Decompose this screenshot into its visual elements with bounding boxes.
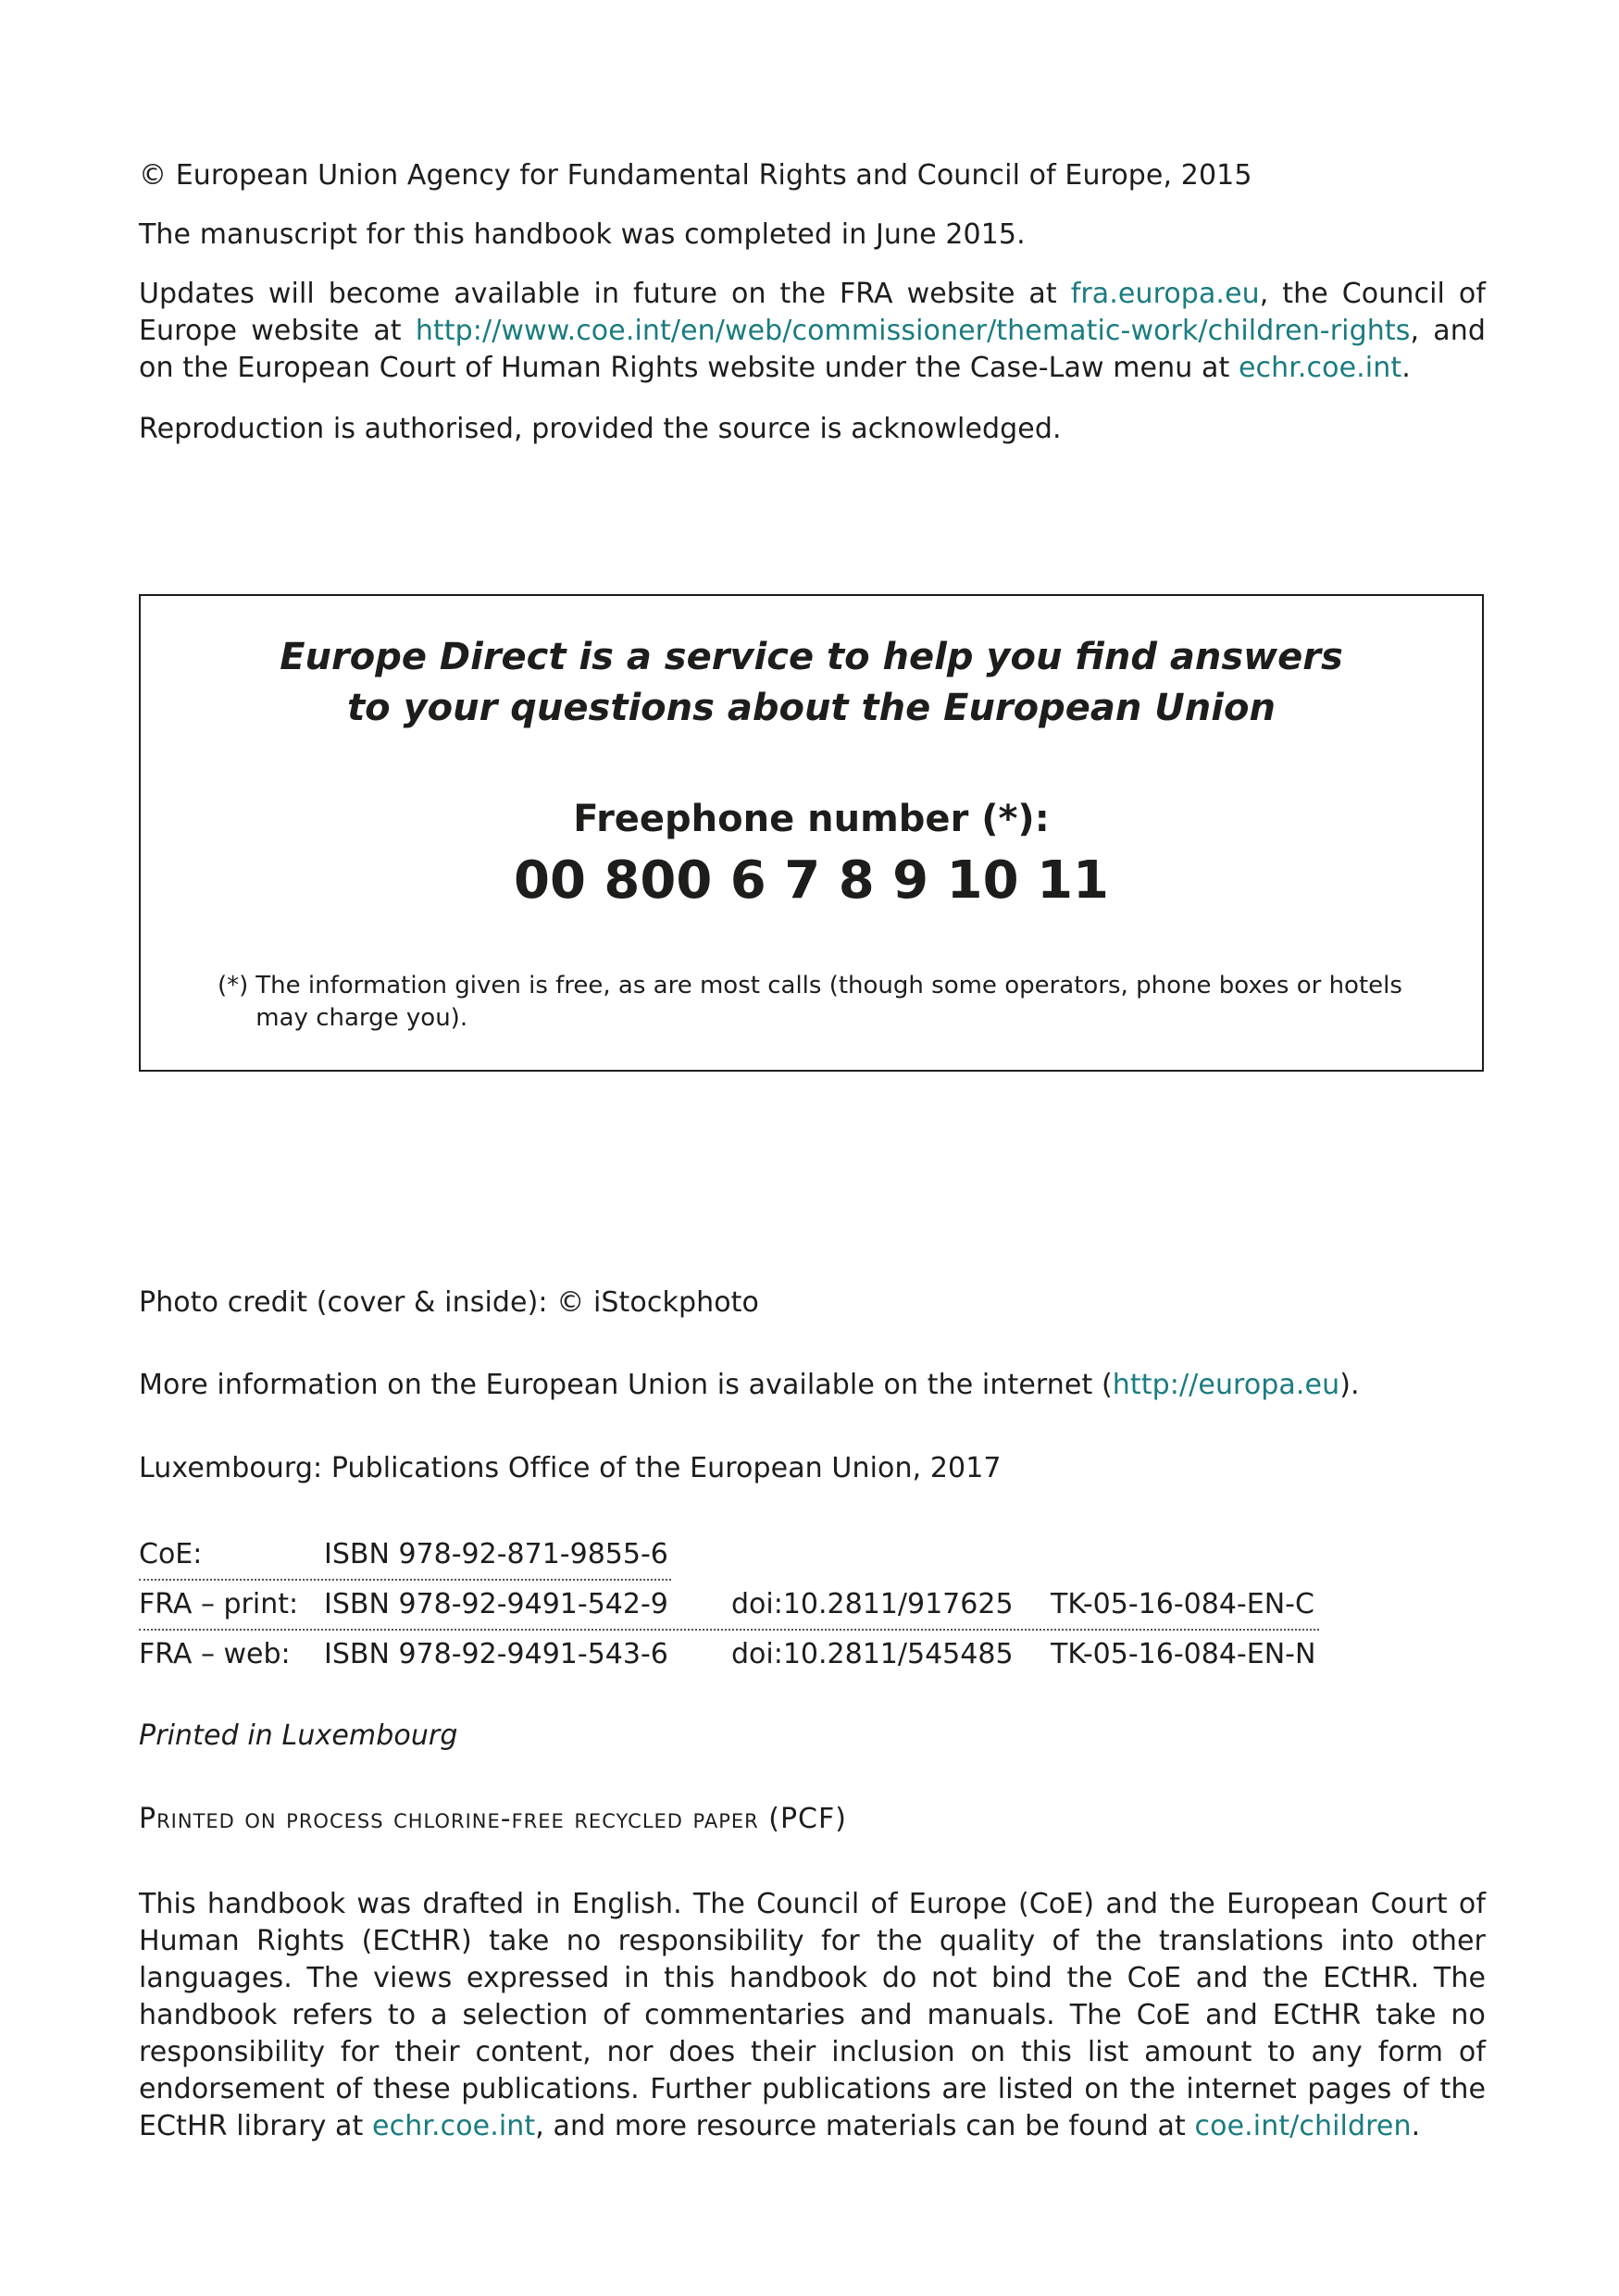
doi-number: doi:10.2811/545485 xyxy=(731,1638,1014,1670)
catalogue-number: TK-05-16-084-EN-C xyxy=(1051,1588,1314,1620)
europa-eu-link[interactable]: http://europa.eu xyxy=(1112,1369,1340,1401)
europe-direct-box xyxy=(139,594,1484,1072)
footnote-text: The information given is free, as are most calls (though some operators, phone boxes or hotels may charge you). xyxy=(255,972,1402,1032)
europe-direct-title-line2: to your questions about the European Union xyxy=(347,687,1276,729)
more-info-text-2: ). xyxy=(1339,1369,1360,1401)
isbn-row-label: FRA – web: xyxy=(139,1638,291,1670)
freephone-label: Freephone number (*): xyxy=(573,798,1050,840)
isbn-number: ISBN 978-92-9491-543-6 xyxy=(324,1638,668,1670)
disclaimer-text-3: . xyxy=(1411,2110,1421,2142)
coe-children-link[interactable]: coe.int/children xyxy=(1194,2110,1412,2142)
isbn-row-coe xyxy=(139,1531,1333,1579)
isbn-row-fra-web xyxy=(139,1631,1333,1679)
manuscript-line: The manuscript for this handbook was completed in June 2015. xyxy=(139,218,1026,251)
isbn-number: ISBN 978-92-9491-542-9 xyxy=(324,1588,668,1620)
more-info-text-1: More information on the European Union is available on the internet ( xyxy=(139,1369,1113,1401)
reproduction-line: Reproduction is authorised, provided the source is acknowledged. xyxy=(139,413,1062,445)
updates-text-2: , the Council of Europe website at xyxy=(139,278,1486,347)
copyright-line: © European Union Agency for Fundamental Rights and Council of Europe, 2015 xyxy=(139,159,1252,192)
freephone-footnote xyxy=(218,970,1421,1035)
updates-text-1: Updates will become available in future on the FRA website at xyxy=(139,278,1071,310)
catalogue-number: TK-05-16-084-EN-N xyxy=(1051,1638,1316,1670)
fra-website-link[interactable]: fra.europa.eu xyxy=(1070,278,1260,310)
footnote-marker: (*) xyxy=(218,972,249,999)
echr-website-link[interactable]: echr.coe.int xyxy=(1238,352,1402,384)
doi-number: doi:10.2811/917625 xyxy=(731,1588,1014,1620)
disclaimer-text-1: This handbook was drafted in English. The Council of Europe (CoE) and the European Court of Human Rights (ECtHR) take no responsibility for the quality of the translations into other languages. The views expressed in this handbook do not bind the CoE and the ECtHR. The handbook refers to a selection of commentaries and manuals. The CoE and ECtHR take no responsibility for their content, nor does their inclusion on this list amount to any form of endorsement of these publications. Further publications are listed on the internet pages of the ECtHR library at xyxy=(139,1888,1486,2142)
printed-in-line: Printed in Luxembourg xyxy=(139,1719,458,1752)
publisher-line: Luxembourg: Publications Office of the European Union, 2017 xyxy=(139,1452,1002,1484)
isbn-row-label: FRA – print: xyxy=(139,1588,299,1620)
page xyxy=(139,0,1486,2296)
echr-library-link[interactable]: echr.coe.int xyxy=(372,2110,536,2142)
updates-paragraph xyxy=(139,276,1486,387)
isbn-number: ISBN 978-92-871-9855-6 xyxy=(324,1538,668,1570)
coe-children-rights-link[interactable]: http://www.coe.int/en/web/commissioner/thematic-work/children-rights xyxy=(415,315,1411,347)
isbn-row-label: CoE: xyxy=(139,1538,203,1570)
disclaimer-paragraph xyxy=(139,1886,1486,2145)
updates-text-4: . xyxy=(1401,352,1411,384)
paper-line: Printed on process chlorine-free recycled paper (PCF) xyxy=(139,1803,847,1835)
photo-credit: Photo credit (cover & inside): © iStockphoto xyxy=(139,1286,759,1319)
europe-direct-title-line1: Europe Direct is a service to help you find answers xyxy=(280,636,1343,678)
isbn-row-fra-print xyxy=(139,1581,1333,1629)
more-info-line xyxy=(139,1367,1360,1404)
disclaimer-text-2: , and more resource materials can be found at xyxy=(535,2110,1195,2142)
freephone-number: 00 800 6 7 8 9 10 11 xyxy=(513,850,1109,911)
updates-text-3: , and on the European Court of Human Rights website under the Case-Law menu at xyxy=(139,315,1486,384)
